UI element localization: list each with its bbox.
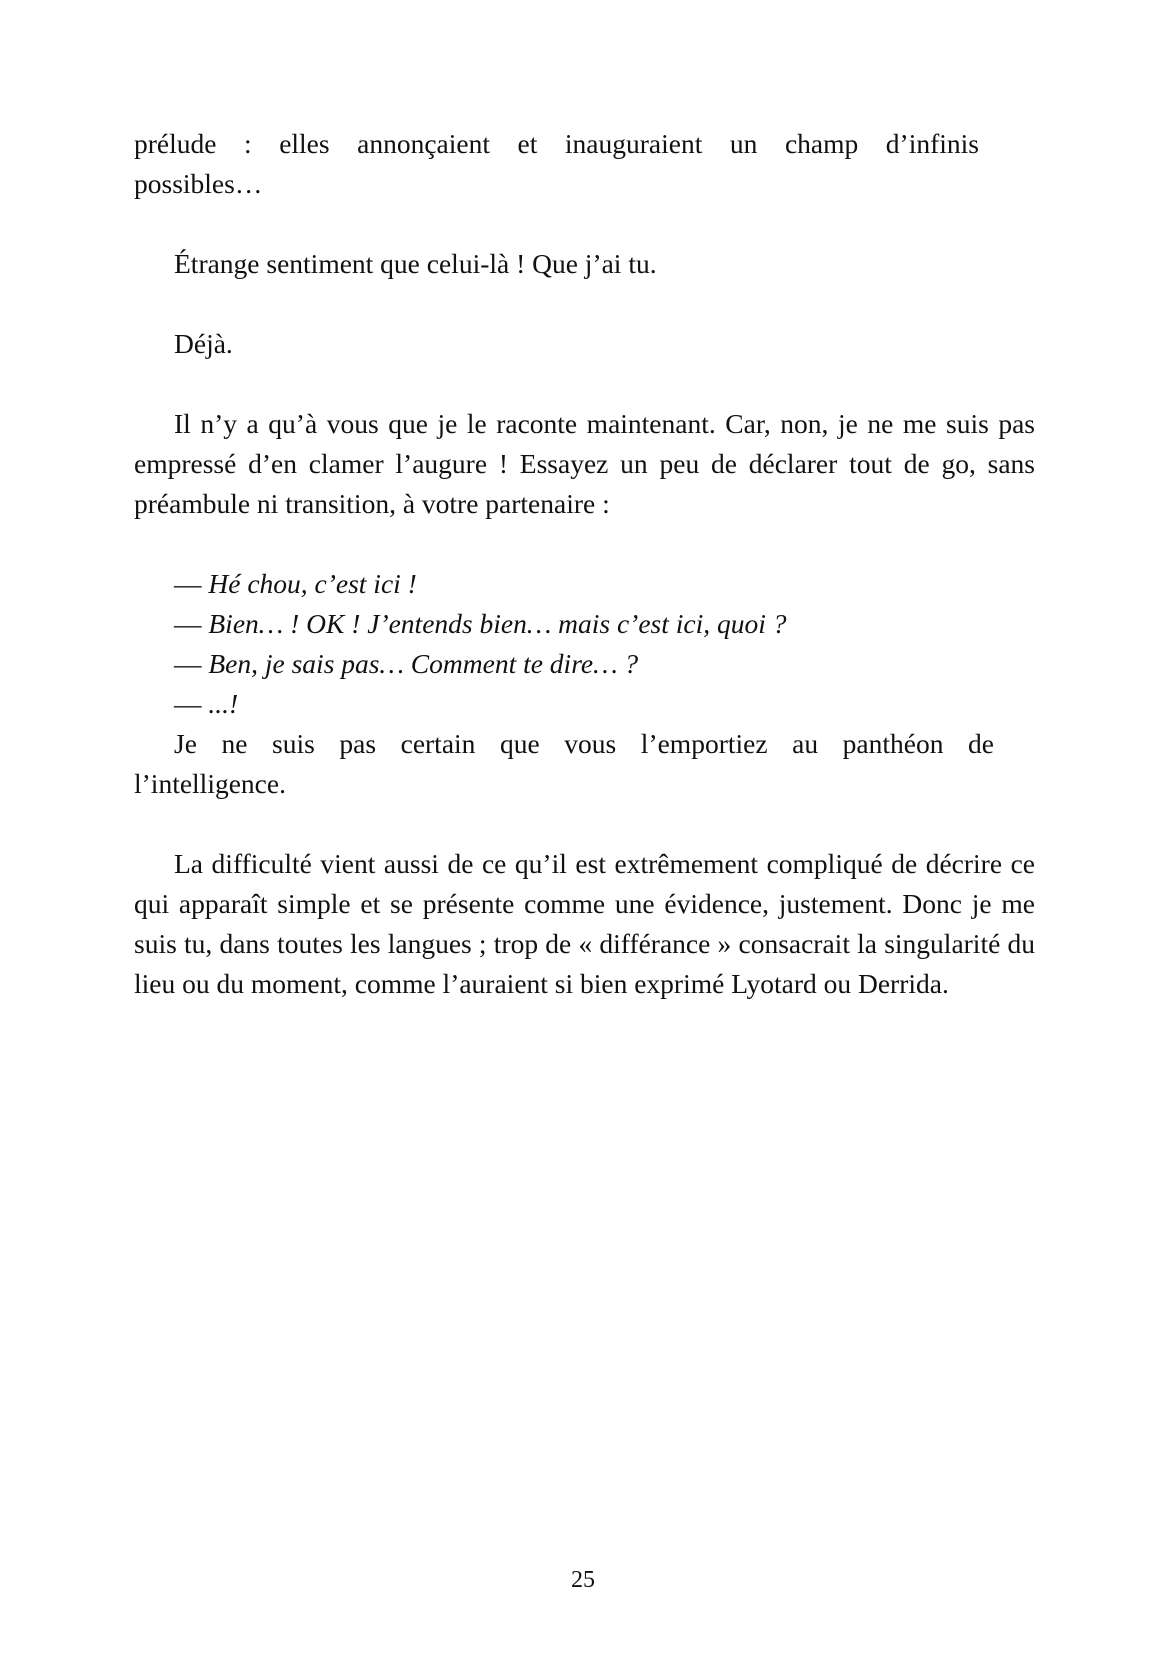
paragraph-pantheon-line-2: l’intelligence. (134, 768, 286, 799)
paragraph-spacer (134, 204, 1035, 244)
dialogue-line (134, 604, 1035, 644)
dialogue-text: Hé chou, c’est ici ! (201, 568, 417, 599)
paragraph-spacer (134, 804, 1035, 844)
paragraph-spacer (134, 364, 1035, 404)
dialogue-dash: — (174, 608, 202, 639)
paragraph-deja: Déjà. (174, 328, 233, 359)
paragraph-prelude-line-2: possibles… (134, 168, 263, 199)
paragraph-etrange: Étrange sentiment que celui-là ! Que j’ai tu. (174, 248, 657, 279)
paragraph-spacer (134, 524, 1035, 564)
dialogue-block (134, 564, 1035, 724)
dialogue-line (134, 644, 1035, 684)
dialogue-text: Ben, je sais pas… Comment te dire… ? (201, 648, 639, 679)
dialogue-text: ...! (201, 688, 239, 719)
dialogue-dash: — (174, 688, 202, 719)
dialogue-dash: — (174, 568, 202, 599)
dialogue-text: Bien… ! OK ! J’entends bien… mais c’est ici, quoi ? (201, 608, 787, 639)
dialogue-line (134, 564, 1035, 604)
dialogue-line (134, 684, 1035, 724)
paragraph-pantheon-line-1: Je ne suis pas certain que vous l’emportiez au panthéon de (174, 728, 994, 759)
page-body (134, 124, 1035, 1004)
page-number: 25 (571, 1567, 595, 1593)
dialogue-dash: — (174, 648, 202, 679)
paragraph-spacer (134, 284, 1035, 324)
paragraph-il-ny-a: Il n’y a qu’à vous que je le raconte maintenant. Car, non, je ne me suis pas empressé d’en clamer l’augure ! Essayez un peu de déclarer tout de go, sans préambule ni transition, à votre partenaire : (134, 408, 1035, 519)
paragraph-difficulte: La difficulté vient aussi de ce qu’il est extrêmement compliqué de décrire ce qui apparaît simple et se présente comme une évidence, justement. Donc je me suis tu, dans toutes les langues ; trop de « différance » consacrait la singularité du lieu ou du moment, comme l’auraient si bien exprimé Lyotard ou Derrida. (134, 848, 1035, 999)
paragraph-prelude-line-1: prélude : elles annonçaient et inauguraient un champ d’infinis (134, 128, 979, 159)
